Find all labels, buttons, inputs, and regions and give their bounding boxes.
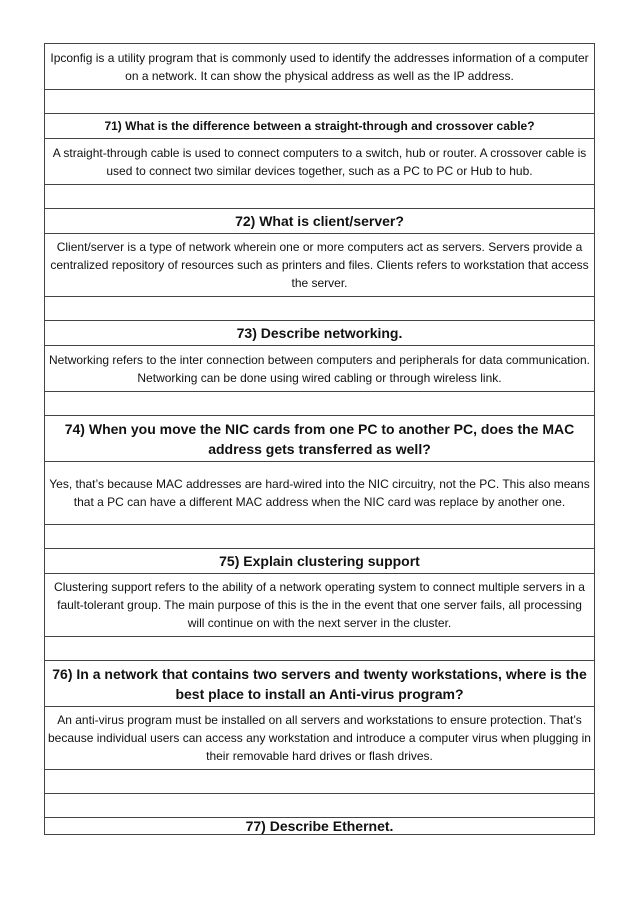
question-74: 74) When you move the NIC cards from one PC to another PC, does the MAC address gets transferred as well? (45, 416, 595, 462)
table-row (45, 462, 595, 525)
answer-72: Client/server is a type of network wherein one or more computers act as servers. Servers provide a centralized repository of resources such as printers and files. Clients refers to workstation that access the server. (45, 234, 595, 297)
table-row (45, 574, 595, 637)
table-row (45, 392, 595, 416)
table-row (45, 637, 595, 661)
question-76: 76) In a network that contains two servers and twenty workstations, where is the best place to install an Anti-virus program? (45, 661, 595, 707)
answer-75: Clustering support refers to the ability of a network operating system to connect multiple servers in a fault-tolerant group. The main purpose of this is the in the event that one server fails, all processing will continue on with the next server in the cluster. (45, 574, 595, 637)
blank-row (45, 392, 595, 416)
question-72: 72) What is client/server? (45, 209, 595, 234)
answer-73: Networking refers to the inter connection between computers and peripherals for data communication. Networking can be done using wired cabling or through wireless link. (45, 346, 595, 392)
answer-71: A straight-through cable is used to connect computers to a switch, hub or router. A crossover cable is used to connect two similar devices together, such as a PC to PC or Hub to hub. (45, 139, 595, 185)
table-row (45, 234, 595, 297)
answer-74: Yes, that’s because MAC addresses are hard-wired into the NIC circuitry, not the PC. This also means that a PC can have a different MAC address when the NIC card was replace by another one. (45, 462, 595, 525)
table-row (45, 794, 595, 818)
table-row (45, 661, 595, 707)
table-row (45, 549, 595, 574)
table-row (45, 44, 595, 90)
table-row (45, 139, 595, 185)
blank-row (45, 637, 595, 661)
blank-row (45, 185, 595, 209)
blank-row (45, 297, 595, 321)
blank-row (45, 794, 595, 818)
question-73: 73) Describe networking. (45, 321, 595, 346)
table-row (45, 185, 595, 209)
table-row (45, 297, 595, 321)
table-row (45, 90, 595, 114)
table-row (45, 707, 595, 770)
blank-row (45, 90, 595, 114)
question-71: 71) What is the difference between a straight-through and crossover cable? (45, 114, 595, 139)
table-row (45, 416, 595, 462)
question-75: 75) Explain clustering support (45, 549, 595, 574)
table-row (45, 209, 595, 234)
answer-76: An anti-virus program must be installed on all servers and workstations to ensure protection. That’s because individual users can access any workstation and introduce a computer virus when plugging in their removable hard drives or flash drives. (45, 707, 595, 770)
table-row (45, 818, 595, 835)
qa-table (44, 43, 595, 835)
table-row (45, 346, 595, 392)
table-row (45, 770, 595, 794)
blank-row (45, 525, 595, 549)
table-row (45, 114, 595, 139)
blank-row (45, 770, 595, 794)
table-row (45, 525, 595, 549)
table-row (45, 321, 595, 346)
answer-70: Ipconfig is a utility program that is commonly used to identify the addresses information of a computer on a network. It can show the physical address as well as the IP address. (45, 44, 595, 90)
question-77: 77) Describe Ethernet. (45, 818, 595, 835)
